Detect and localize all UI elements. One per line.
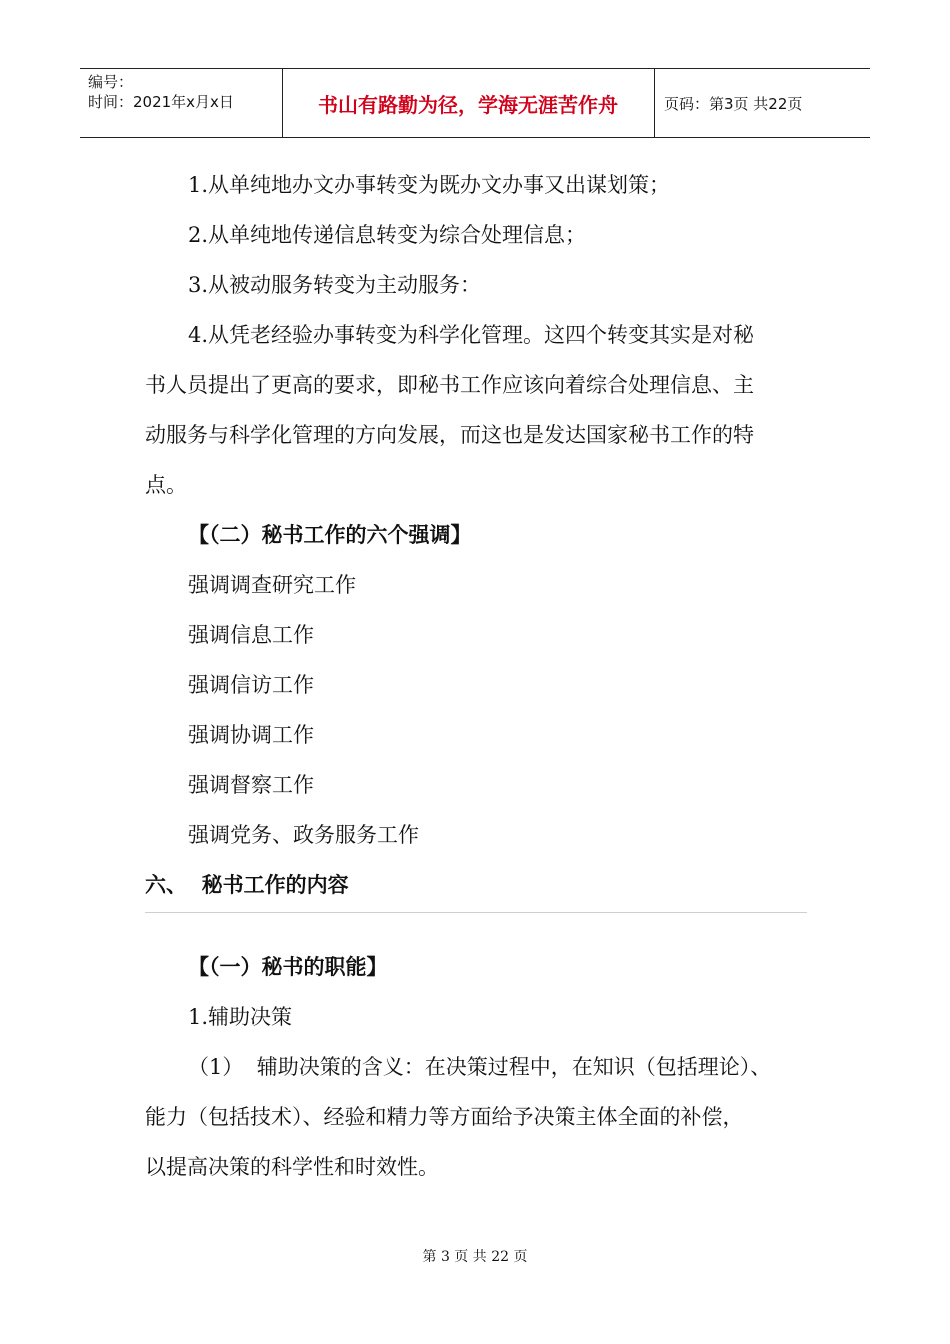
emphasis-item: 强调协调工作	[188, 723, 314, 747]
definition-line: 以提高决策的科学性和时效性。	[145, 1155, 439, 1179]
emphasis-item: 强调信访工作	[188, 673, 314, 697]
paragraph-line: 动服务与科学化管理的方向发展，而这也是发达国家秘书工作的特	[145, 423, 754, 447]
definition-line: 能力（包括技术）、经验和精力等方面给予决策主体全面的补偿，	[145, 1105, 744, 1129]
page-header	[80, 68, 870, 138]
section-heading-1: 【（一）秘书的职能】	[188, 955, 388, 979]
section-heading-2: 【（二）秘书工作的六个强调】	[188, 523, 472, 547]
header-page-info: 页码：第3页 共22页	[664, 95, 803, 113]
list-item-2: 2.从单纯地传递信息转变为综合处理信息；	[188, 223, 587, 247]
divider	[145, 912, 807, 913]
emphasis-item: 强调督察工作	[188, 773, 314, 797]
chapter-heading: 六、 秘书工作的内容	[145, 873, 349, 897]
subsection-title: 1.辅助决策	[188, 1005, 293, 1029]
emphasis-item: 强调党务、政务服务工作	[188, 823, 419, 847]
header-meta	[88, 72, 234, 112]
paragraph-line: 书人员提出了更高的要求，即秘书工作应该向着综合处理信息、主	[145, 373, 754, 397]
page-footer: 第 3 页 共 22 页	[422, 1249, 528, 1265]
list-item-3: 3.从被动服务转变为主动服务：	[188, 273, 482, 297]
definition-line: （1） 辅助决策的含义：在决策过程中，在知识（包括理论）、	[188, 1055, 772, 1079]
paragraph-line: 点。	[145, 473, 187, 497]
header-divider	[654, 69, 655, 137]
header-motto: 书山有路勤为径，学海无涯苦作舟	[318, 92, 618, 117]
emphasis-item: 强调信息工作	[188, 623, 314, 647]
emphasis-item: 强调调查研究工作	[188, 573, 356, 597]
list-item-4: 4.从凭老经验办事转变为科学化管理。这四个转变其实是对秘	[188, 323, 755, 347]
list-item-1: 1.从单纯地办文办事转变为既办文办事又出谋划策；	[188, 173, 671, 197]
date-label: 时间：2021年x月x日	[88, 93, 234, 111]
number-label: 编号：	[88, 73, 134, 91]
